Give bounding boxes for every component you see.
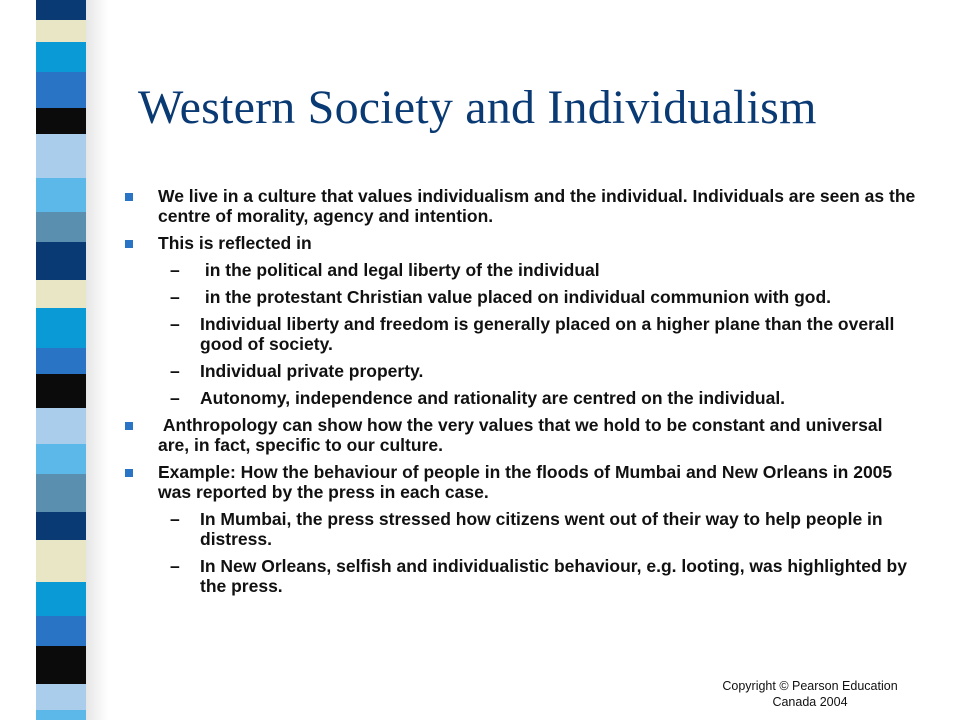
bullet-item [118,462,918,502]
dash-marker: – [170,361,180,381]
sub-bullet-item [118,388,918,408]
dash-marker: – [170,509,180,529]
sub-bullet-item [118,314,918,354]
stripe-segment [36,374,86,408]
bullet-text: Anthropology can show how the very values that we hold to be constant and universal are, in fact, specific to our culture. [158,415,888,455]
stripe-segment [36,178,86,212]
bullet-item [118,415,918,455]
sub-bullet-item [118,287,918,307]
bullet-text: We live in a culture that values individualism and the individual. Individuals are seen as the centre of morality, agency and intention. [158,186,921,226]
stripe-segment [36,348,86,374]
square-bullet-icon [125,422,133,430]
slide-body [118,186,921,603]
copyright-line-1: Copyright © Pearson Education [722,679,898,693]
stripe-segment [36,42,86,72]
stripe-segment [36,108,86,134]
stripe-segment [36,308,86,348]
decorative-stripe-bar [0,0,108,720]
stripe-segment [36,0,86,20]
stripe-segment [36,212,86,242]
stripe-segment [36,616,86,646]
bullet-text: Individual liberty and freedom is generally placed on a higher plane than the overall good of society. [200,314,900,354]
dash-marker: – [170,287,180,307]
bullet-text: In Mumbai, the press stressed how citizens went out of their way to help people in distress. [200,509,888,549]
stripe-segment [36,540,86,582]
stripe-segment [36,646,86,684]
copyright-line-2: Canada 2004 [772,695,848,709]
bullet-text: In New Orleans, selfish and individualistic behaviour, e.g. looting, was highlighted by the press. [200,556,912,596]
stripe-segment [36,242,86,280]
bullet-item [118,233,918,253]
stripe-segment [36,20,86,42]
stripe-segment [36,444,86,474]
sub-bullet-item [118,361,918,381]
dash-marker: – [170,388,180,408]
stripe-shadow [86,0,108,720]
bullet-text: in the protestant Christian value placed on individual communion with god. [200,287,832,307]
stripe-segment [36,684,86,710]
bullet-text: Individual private property. [200,361,424,381]
stripe-segment [36,408,86,444]
stripe-segment [36,72,86,108]
dash-marker: – [170,314,180,334]
sub-bullet-item [118,509,918,549]
sub-bullet-item [118,556,918,596]
bullet-item [118,186,921,226]
bullet-text: in the political and legal liberty of the individual [200,260,600,280]
sub-bullet-item [118,260,918,280]
stripe-segment [36,512,86,540]
bullet-text: Autonomy, independence and rationality are centred on the individual. [200,388,786,408]
stripe-segment [36,710,86,720]
square-bullet-icon [125,240,133,248]
dash-marker: – [170,260,180,280]
stripe-segment [36,474,86,512]
square-bullet-icon [125,193,133,201]
slide-title: Western Society and Individualism [138,81,817,134]
square-bullet-icon [125,469,133,477]
copyright-footer [700,678,920,710]
stripe-segment [36,280,86,308]
bullet-text: This is reflected in [158,233,312,253]
stripe-segment [36,134,86,178]
dash-marker: – [170,556,180,576]
bullet-text: Example: How the behaviour of people in the floods of Mumbai and New Orleans in 2005 was reported by the press in each case. [158,462,898,502]
stripe-segment [36,582,86,616]
